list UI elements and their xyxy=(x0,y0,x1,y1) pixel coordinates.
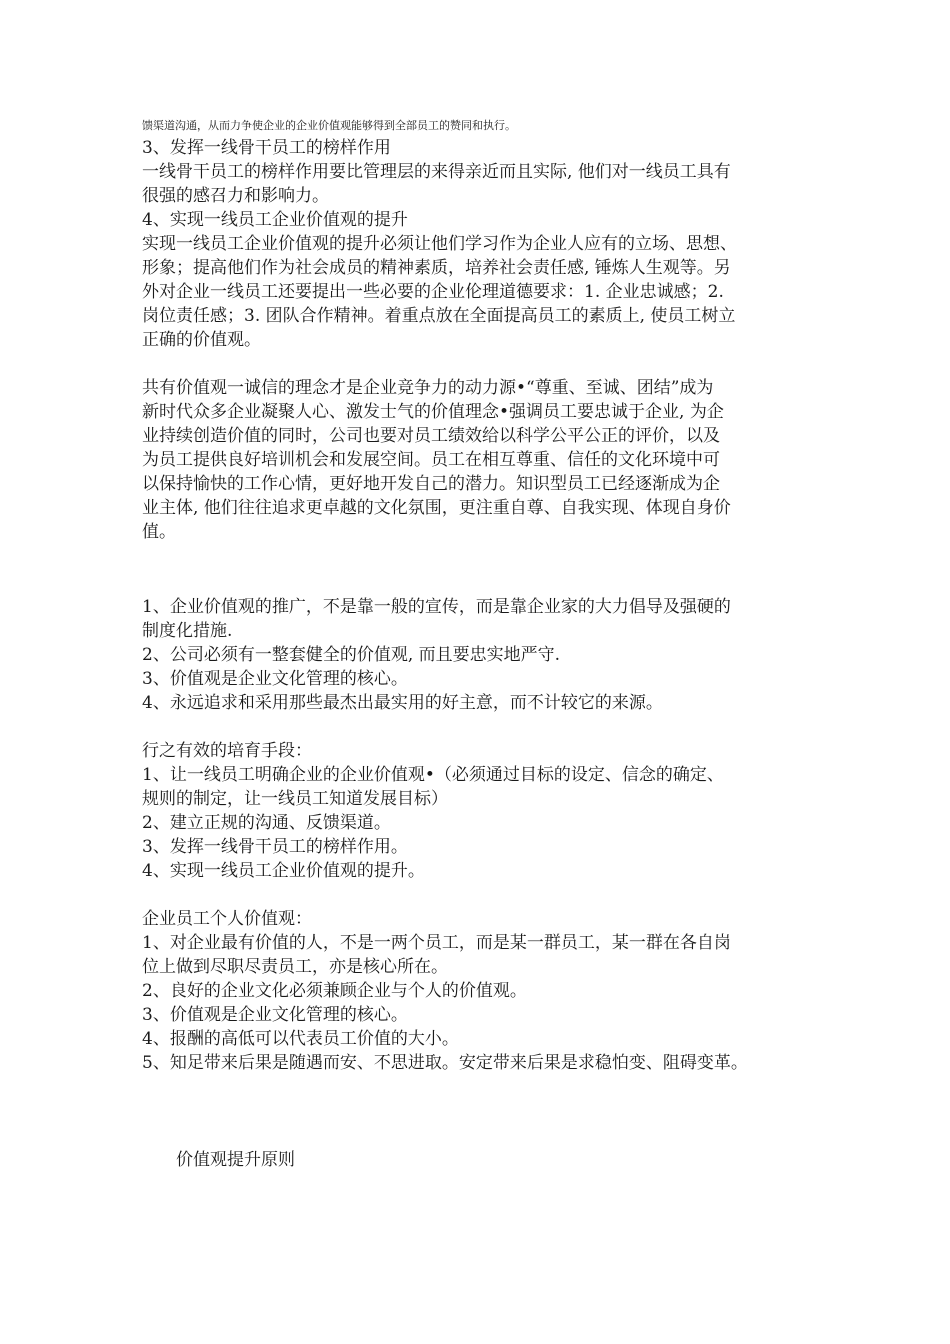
section-4-line: 形象；提高他们作为社会成员的精神素质，培养社会责任感, 锤炼人生观等。另 xyxy=(142,258,731,278)
cultivation-heading: 行之有效的培育手段： xyxy=(142,741,312,761)
section-4-line: 外对企业一线员工还要提出一些必要的企业伦理道德要求：1. 企业忠诚感；2. xyxy=(142,282,724,302)
personal-values-heading: 企业员工个人价值观： xyxy=(142,909,312,929)
cultivation-line: 2、建立正规的沟通、反馈渠道。 xyxy=(142,813,391,833)
shared-values-line: 以保持愉快的工作心情，更好地开发自己的潜力。知识型员工已经逐渐成为企 xyxy=(142,474,720,494)
section-4-line: 实现一线员工企业价值观的提升必须让他们学习作为企业人应有的立场、思想、 xyxy=(142,234,737,254)
paragraph-gap xyxy=(142,1075,822,1148)
cultivation-line: 3、发挥一线骨干员工的榜样作用。 xyxy=(142,837,408,857)
personal-values-line: 4、报酬的高低可以代表员工价值的大小。 xyxy=(142,1029,459,1049)
shared-values-line: 共有价值观一诚信的理念才是企业竞争力的动力源•“尊重、至诚、团结”成为 xyxy=(142,378,714,398)
personal-values-line: 2、良好的企业文化必须兼顾企业与个人的价值观。 xyxy=(142,981,527,1001)
cultivation-line: 规则的制定，让一线员工知道发展目标） xyxy=(142,789,448,809)
principles-line: 3、价值观是企业文化管理的核心。 xyxy=(142,669,408,689)
principles-line: 2、公司必须有一整套健全的价值观, 而且要忠实地严守. xyxy=(142,645,561,665)
shared-values-line: 业主体, 他们往往追求更卓越的文化氛围，更注重自尊、自我实现、体现自身价 xyxy=(142,498,731,518)
personal-values-line: 位上做到尽职尽责员工，亦是核心所在。 xyxy=(142,957,448,977)
paragraph-gap xyxy=(142,715,822,739)
personal-values-line: 3、价值观是企业文化管理的核心。 xyxy=(142,1005,408,1025)
section-4-line: 岗位责任感；3. 团队合作精神。着重点放在全面提高员工的素质上, 使员工树立 xyxy=(142,306,736,326)
personal-values-line: 1、对企业最有价值的人，不是一两个员工，而是某一群员工，某一群在各自岗 xyxy=(142,933,731,953)
cultivation-line: 4、实现一线员工企业价值观的提升。 xyxy=(142,861,425,881)
section-3-heading: 3、发挥一线骨干员工的榜样作用 xyxy=(142,138,391,158)
section-4-line: 正确的价值观。 xyxy=(142,330,261,350)
shared-values-line: 新时代众多企业凝聚人心、激发士气的价值理念•强调员工要忠诚于企业, 为企 xyxy=(142,402,724,422)
shared-values-line: 业持续创造价值的同时，公司也要对员工绩效给以科学公平公正的评价，以及 xyxy=(142,426,720,446)
cultivation-line: 1、让一线员工明确企业的企业价值观•（必须通过目标的设定、信念的确定、 xyxy=(142,765,724,785)
principles-line: 制度化措施. xyxy=(142,621,233,641)
personal-values-line: 5、知足带来后果是随遇而安、不思进取。安定带来后果是求稳怕变、阻碍变革。 xyxy=(142,1053,748,1073)
principles-line: 1、企业价值观的推广，不是靠一般的宣传，而是靠企业家的大力倡导及强硬的 xyxy=(142,597,731,617)
paragraph-gap xyxy=(142,883,822,907)
footer-heading: 价值观提升原则 xyxy=(176,1150,295,1170)
principles-line: 4、永远追求和采用那些最杰出最实用的好主意，而不计较它的来源。 xyxy=(142,693,663,713)
section-3-line: 一线骨干员工的榜样作用要比管理层的来得亲近而且实际, 他们对一线员工具有 xyxy=(142,162,731,182)
intro-line: 馈渠道沟通，从而力争使企业的企业价值观能够得到全部员工的赞同和执行。 xyxy=(142,119,516,132)
shared-values-line: 值。 xyxy=(142,522,176,542)
section-4-heading: 4、实现一线员工企业价值观的提升 xyxy=(142,210,408,230)
shared-values-line: 为员工提供良好培训机会和发展空间。员工在相互尊重、信任的文化环境中可 xyxy=(142,450,720,470)
section-3-line: 很强的感召力和影响力。 xyxy=(142,186,329,206)
document-page xyxy=(142,116,822,1172)
paragraph-gap xyxy=(142,352,822,376)
paragraph-gap xyxy=(142,544,822,595)
